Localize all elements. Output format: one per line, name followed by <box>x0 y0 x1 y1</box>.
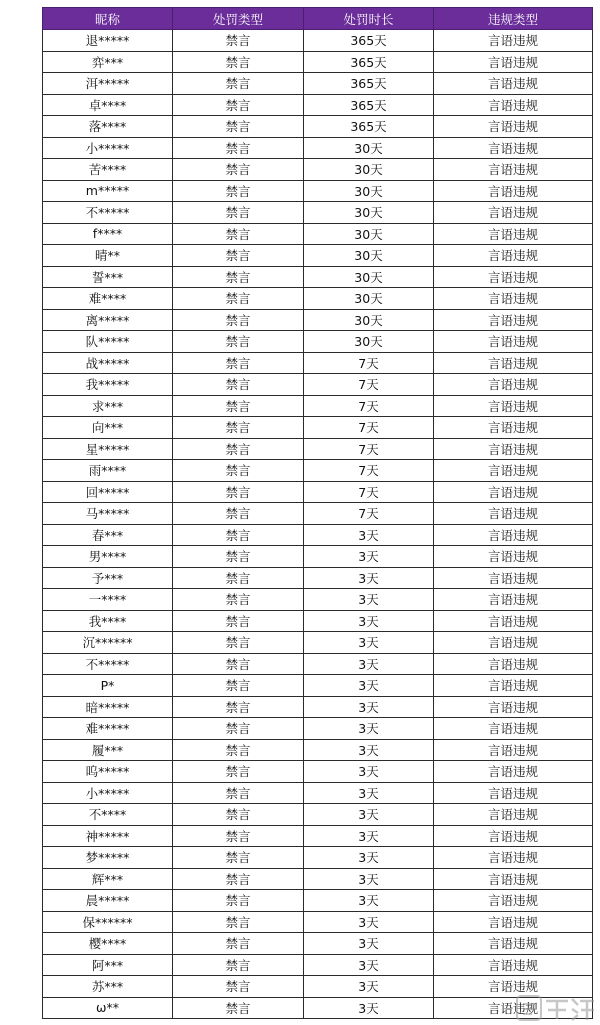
cell-nickname: 难**** <box>43 288 173 310</box>
cell-punishment-duration: 7天 <box>304 460 434 482</box>
table-row <box>43 30 593 52</box>
cell-nickname: 樱**** <box>43 933 173 955</box>
cell-punishment-duration: 7天 <box>304 417 434 439</box>
cell-punishment-duration: 365天 <box>304 94 434 116</box>
cell-punishment-duration: 3天 <box>304 653 434 675</box>
table-row <box>43 653 593 675</box>
cell-nickname: 离***** <box>43 309 173 331</box>
header-violation-type: 违规类型 <box>434 8 593 30</box>
cell-violation-type: 言语违规 <box>434 481 593 503</box>
table-row <box>43 567 593 589</box>
cell-punishment-type: 禁言 <box>173 610 304 632</box>
cell-nickname: 春*** <box>43 524 173 546</box>
cell-violation-type: 言语违规 <box>434 847 593 869</box>
cell-nickname: 不**** <box>43 804 173 826</box>
cell-punishment-type: 禁言 <box>173 524 304 546</box>
cell-violation-type: 言语违规 <box>434 30 593 52</box>
cell-nickname: 洱***** <box>43 73 173 95</box>
cell-violation-type: 言语违规 <box>434 331 593 353</box>
cell-punishment-duration: 7天 <box>304 374 434 396</box>
cell-nickname: 回***** <box>43 481 173 503</box>
cell-nickname: 卓**** <box>43 94 173 116</box>
cell-punishment-type: 禁言 <box>173 976 304 998</box>
cell-punishment-duration: 3天 <box>304 761 434 783</box>
table-row <box>43 331 593 353</box>
cell-punishment-duration: 3天 <box>304 718 434 740</box>
cell-nickname: 小***** <box>43 782 173 804</box>
cell-punishment-type: 禁言 <box>173 352 304 374</box>
cell-violation-type: 言语违规 <box>434 202 593 224</box>
cell-punishment-duration: 7天 <box>304 481 434 503</box>
cell-punishment-type: 禁言 <box>173 954 304 976</box>
table-body <box>43 30 593 1019</box>
cell-punishment-duration: 365天 <box>304 30 434 52</box>
cell-punishment-type: 禁言 <box>173 696 304 718</box>
cell-punishment-duration: 3天 <box>304 804 434 826</box>
header-punishment-duration: 处罚时长 <box>304 8 434 30</box>
cell-punishment-type: 禁言 <box>173 94 304 116</box>
cell-punishment-type: 禁言 <box>173 137 304 159</box>
cell-punishment-type: 禁言 <box>173 761 304 783</box>
cell-violation-type: 言语违规 <box>434 159 593 181</box>
cell-punishment-duration: 30天 <box>304 309 434 331</box>
cell-nickname: 落**** <box>43 116 173 138</box>
cell-violation-type: 言语违规 <box>434 51 593 73</box>
table-row <box>43 675 593 697</box>
table-row <box>43 847 593 869</box>
cell-nickname: 我***** <box>43 374 173 396</box>
cell-violation-type: 言语违规 <box>434 589 593 611</box>
cell-punishment-duration: 3天 <box>304 589 434 611</box>
cell-violation-type: 言语违规 <box>434 675 593 697</box>
cell-punishment-duration: 30天 <box>304 137 434 159</box>
cell-punishment-type: 禁言 <box>173 739 304 761</box>
cell-nickname: 求*** <box>43 395 173 417</box>
cell-punishment-type: 禁言 <box>173 202 304 224</box>
cell-punishment-type: 禁言 <box>173 847 304 869</box>
cell-punishment-duration: 7天 <box>304 503 434 525</box>
punishment-table <box>42 7 593 1019</box>
cell-violation-type: 言语违规 <box>434 223 593 245</box>
cell-nickname: 雨**** <box>43 460 173 482</box>
cell-punishment-type: 禁言 <box>173 653 304 675</box>
cell-nickname: 弈*** <box>43 51 173 73</box>
cell-punishment-duration: 30天 <box>304 331 434 353</box>
cell-punishment-type: 禁言 <box>173 223 304 245</box>
cell-punishment-type: 禁言 <box>173 546 304 568</box>
cell-punishment-duration: 7天 <box>304 438 434 460</box>
cell-punishment-duration: 365天 <box>304 73 434 95</box>
cell-nickname: 不***** <box>43 202 173 224</box>
cell-punishment-duration: 3天 <box>304 890 434 912</box>
cell-punishment-type: 禁言 <box>173 309 304 331</box>
cell-violation-type: 言语违规 <box>434 890 593 912</box>
cell-violation-type: 言语违规 <box>434 137 593 159</box>
cell-punishment-duration: 3天 <box>304 868 434 890</box>
table-row <box>43 460 593 482</box>
cell-punishment-type: 禁言 <box>173 632 304 654</box>
cell-violation-type: 言语违规 <box>434 653 593 675</box>
cell-violation-type: 言语违规 <box>434 524 593 546</box>
cell-punishment-duration: 3天 <box>304 696 434 718</box>
cell-punishment-type: 禁言 <box>173 245 304 267</box>
cell-violation-type: 言语违规 <box>434 352 593 374</box>
cell-nickname: 苏*** <box>43 976 173 998</box>
table-row <box>43 976 593 998</box>
cell-punishment-type: 禁言 <box>173 460 304 482</box>
table-row <box>43 911 593 933</box>
cell-nickname: 退***** <box>43 30 173 52</box>
table-row <box>43 73 593 95</box>
table-row <box>43 997 593 1019</box>
cell-nickname: 神***** <box>43 825 173 847</box>
table-row <box>43 524 593 546</box>
table-row <box>43 933 593 955</box>
table-row <box>43 266 593 288</box>
cell-punishment-duration: 3天 <box>304 546 434 568</box>
cell-violation-type: 言语违规 <box>434 567 593 589</box>
cell-punishment-duration: 365天 <box>304 116 434 138</box>
cell-nickname: 履*** <box>43 739 173 761</box>
cell-punishment-duration: 30天 <box>304 245 434 267</box>
cell-punishment-duration: 3天 <box>304 675 434 697</box>
cell-nickname: ω** <box>43 997 173 1019</box>
cell-violation-type: 言语违规 <box>434 804 593 826</box>
cell-punishment-type: 禁言 <box>173 73 304 95</box>
cell-nickname: 星***** <box>43 438 173 460</box>
table-row <box>43 739 593 761</box>
cell-violation-type: 言语违规 <box>434 374 593 396</box>
cell-nickname: 阿*** <box>43 954 173 976</box>
table-row <box>43 137 593 159</box>
cell-punishment-type: 禁言 <box>173 481 304 503</box>
cell-nickname: 男**** <box>43 546 173 568</box>
cell-violation-type: 言语违规 <box>434 417 593 439</box>
cell-punishment-duration: 7天 <box>304 352 434 374</box>
cell-punishment-duration: 3天 <box>304 847 434 869</box>
cell-nickname: 战***** <box>43 352 173 374</box>
table-row <box>43 438 593 460</box>
cell-punishment-type: 禁言 <box>173 997 304 1019</box>
table-row <box>43 890 593 912</box>
cell-violation-type: 言语违规 <box>434 825 593 847</box>
cell-punishment-duration: 3天 <box>304 825 434 847</box>
cell-punishment-duration: 3天 <box>304 976 434 998</box>
cell-punishment-type: 禁言 <box>173 395 304 417</box>
cell-violation-type: 言语违规 <box>434 976 593 998</box>
cell-violation-type: 言语违规 <box>434 718 593 740</box>
table-row <box>43 417 593 439</box>
table-row <box>43 352 593 374</box>
cell-punishment-type: 禁言 <box>173 868 304 890</box>
cell-nickname: 保****** <box>43 911 173 933</box>
cell-nickname: 沉****** <box>43 632 173 654</box>
cell-punishment-duration: 3天 <box>304 524 434 546</box>
cell-violation-type: 言语违规 <box>434 309 593 331</box>
cell-nickname: 向*** <box>43 417 173 439</box>
cell-violation-type: 言语违规 <box>434 739 593 761</box>
cell-violation-type: 言语违规 <box>434 288 593 310</box>
cell-punishment-type: 禁言 <box>173 675 304 697</box>
cell-punishment-type: 禁言 <box>173 782 304 804</box>
cell-violation-type: 言语违规 <box>434 782 593 804</box>
cell-nickname: 苦**** <box>43 159 173 181</box>
cell-nickname: 梦***** <box>43 847 173 869</box>
cell-punishment-type: 禁言 <box>173 331 304 353</box>
cell-nickname: m***** <box>43 180 173 202</box>
cell-punishment-type: 禁言 <box>173 30 304 52</box>
cell-punishment-type: 禁言 <box>173 911 304 933</box>
cell-violation-type: 言语违规 <box>434 761 593 783</box>
cell-nickname: 辉*** <box>43 868 173 890</box>
cell-nickname: 暗***** <box>43 696 173 718</box>
cell-violation-type: 言语违规 <box>434 116 593 138</box>
header-row <box>43 8 593 30</box>
cell-nickname: 队***** <box>43 331 173 353</box>
table-row <box>43 696 593 718</box>
cell-violation-type: 言语违规 <box>434 266 593 288</box>
table-row <box>43 718 593 740</box>
cell-violation-type: 言语违规 <box>434 438 593 460</box>
table-row <box>43 632 593 654</box>
cell-punishment-duration: 30天 <box>304 266 434 288</box>
table-row <box>43 954 593 976</box>
cell-violation-type: 言语违规 <box>434 73 593 95</box>
cell-nickname: 晨***** <box>43 890 173 912</box>
cell-violation-type: 言语违规 <box>434 460 593 482</box>
table-row <box>43 589 593 611</box>
cell-punishment-type: 禁言 <box>173 374 304 396</box>
cell-punishment-duration: 7天 <box>304 395 434 417</box>
cell-punishment-type: 禁言 <box>173 159 304 181</box>
cell-violation-type: 言语违规 <box>434 997 593 1019</box>
cell-punishment-duration: 3天 <box>304 567 434 589</box>
cell-violation-type: 言语违规 <box>434 503 593 525</box>
cell-nickname: 难***** <box>43 718 173 740</box>
cell-violation-type: 言语违规 <box>434 632 593 654</box>
cell-nickname: 晴** <box>43 245 173 267</box>
cell-punishment-duration: 3天 <box>304 911 434 933</box>
table-row <box>43 761 593 783</box>
punishment-list <box>42 7 592 1019</box>
table-row <box>43 202 593 224</box>
cell-punishment-type: 禁言 <box>173 417 304 439</box>
cell-violation-type: 言语违规 <box>434 610 593 632</box>
table-row <box>43 116 593 138</box>
cell-punishment-type: 禁言 <box>173 51 304 73</box>
cell-nickname: 马***** <box>43 503 173 525</box>
cell-violation-type: 言语违规 <box>434 933 593 955</box>
cell-punishment-type: 禁言 <box>173 288 304 310</box>
cell-nickname: f**** <box>43 223 173 245</box>
table-row <box>43 245 593 267</box>
cell-punishment-duration: 3天 <box>304 954 434 976</box>
cell-punishment-duration: 3天 <box>304 610 434 632</box>
cell-punishment-duration: 30天 <box>304 180 434 202</box>
table-row <box>43 51 593 73</box>
table-row <box>43 481 593 503</box>
cell-nickname: P* <box>43 675 173 697</box>
cell-violation-type: 言语违规 <box>434 696 593 718</box>
cell-punishment-duration: 365天 <box>304 51 434 73</box>
table-row <box>43 159 593 181</box>
table-row <box>43 309 593 331</box>
cell-violation-type: 言语违规 <box>434 546 593 568</box>
cell-punishment-duration: 30天 <box>304 223 434 245</box>
cell-punishment-type: 禁言 <box>173 933 304 955</box>
table-header <box>43 8 593 30</box>
table-row <box>43 503 593 525</box>
cell-punishment-type: 禁言 <box>173 890 304 912</box>
cell-nickname: 我**** <box>43 610 173 632</box>
table-row <box>43 782 593 804</box>
table-row <box>43 395 593 417</box>
cell-violation-type: 言语违规 <box>434 395 593 417</box>
cell-violation-type: 言语违规 <box>434 94 593 116</box>
cell-punishment-duration: 30天 <box>304 202 434 224</box>
cell-punishment-type: 禁言 <box>173 589 304 611</box>
cell-violation-type: 言语违规 <box>434 911 593 933</box>
header-punishment-type: 处罚类型 <box>173 8 304 30</box>
table-row <box>43 825 593 847</box>
cell-punishment-type: 禁言 <box>173 567 304 589</box>
cell-punishment-type: 禁言 <box>173 116 304 138</box>
cell-punishment-duration: 3天 <box>304 997 434 1019</box>
cell-punishment-type: 禁言 <box>173 503 304 525</box>
cell-violation-type: 言语违规 <box>434 180 593 202</box>
cell-nickname: 小***** <box>43 137 173 159</box>
cell-punishment-type: 禁言 <box>173 438 304 460</box>
table-row <box>43 868 593 890</box>
table-row <box>43 546 593 568</box>
cell-punishment-type: 禁言 <box>173 825 304 847</box>
table-row <box>43 288 593 310</box>
cell-punishment-duration: 3天 <box>304 933 434 955</box>
table-row <box>43 180 593 202</box>
cell-nickname: 不***** <box>43 653 173 675</box>
cell-violation-type: 言语违规 <box>434 954 593 976</box>
cell-punishment-duration: 3天 <box>304 782 434 804</box>
cell-violation-type: 言语违规 <box>434 868 593 890</box>
cell-punishment-duration: 30天 <box>304 159 434 181</box>
cell-punishment-duration: 3天 <box>304 739 434 761</box>
table-row <box>43 374 593 396</box>
cell-punishment-duration: 3天 <box>304 632 434 654</box>
cell-punishment-type: 禁言 <box>173 180 304 202</box>
table-row <box>43 804 593 826</box>
cell-nickname: 誓*** <box>43 266 173 288</box>
table-row <box>43 610 593 632</box>
cell-violation-type: 言语违规 <box>434 245 593 267</box>
header-nickname: 昵称 <box>43 8 173 30</box>
table-row <box>43 94 593 116</box>
cell-punishment-type: 禁言 <box>173 804 304 826</box>
cell-punishment-duration: 30天 <box>304 288 434 310</box>
cell-punishment-type: 禁言 <box>173 718 304 740</box>
cell-nickname: 予*** <box>43 567 173 589</box>
cell-nickname: 呜***** <box>43 761 173 783</box>
cell-nickname: 一**** <box>43 589 173 611</box>
table-row <box>43 223 593 245</box>
cell-punishment-type: 禁言 <box>173 266 304 288</box>
